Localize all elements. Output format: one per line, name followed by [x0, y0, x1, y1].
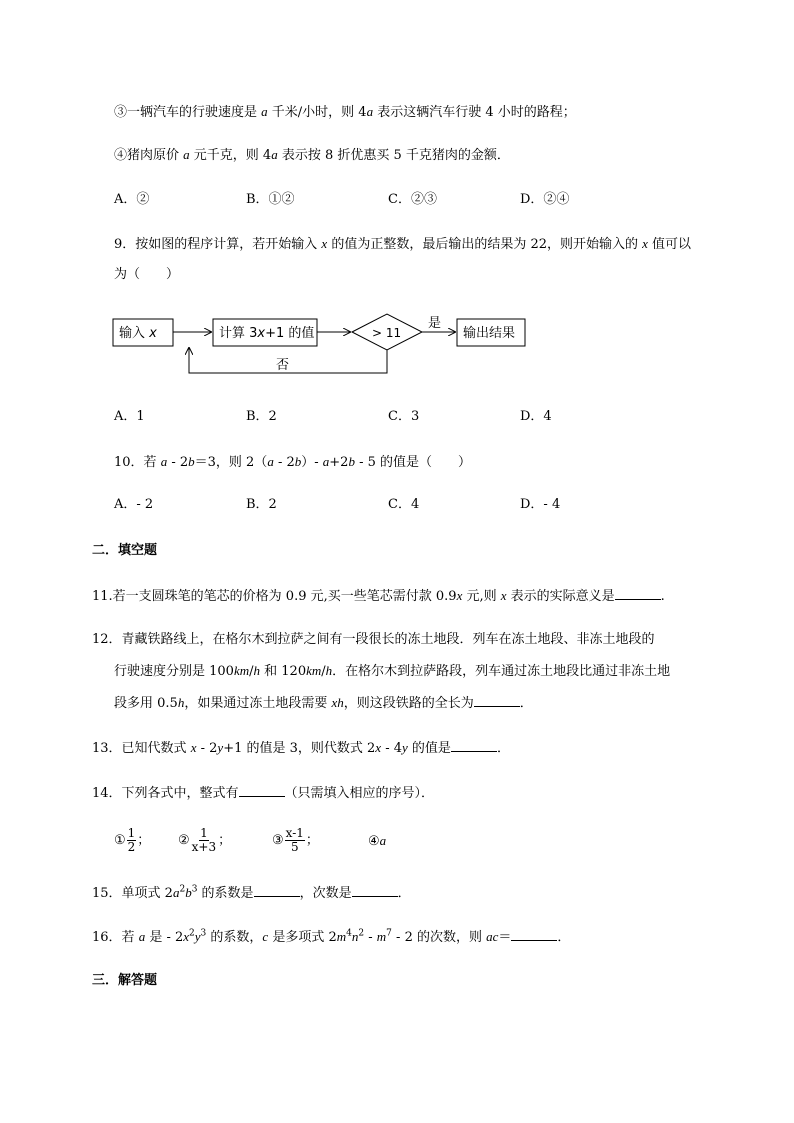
q10-option-c[interactable]: C．4 — [388, 497, 420, 512]
section-answer-heading: 三．解答题 — [92, 973, 158, 988]
q9-option-b[interactable]: B．2 — [246, 409, 277, 424]
q12-stem-line3: 段多用 0.5h，如果通过冻土地段需要 xh，则这段铁路的全长为 ． — [114, 695, 533, 711]
q14-item-4: ④a — [368, 833, 387, 849]
q11-stem: 11.若一支圆珠笔的笔芯的价格为 0.9 元,买一些笔芯需付款 0.9x 元,则 x 表示的实际意义是 . — [92, 588, 665, 604]
q8-option-c[interactable]: C．②③ — [388, 192, 437, 207]
q14-item-3: ③ $\frac{x-1}{5}$ ； — [272, 826, 319, 854]
q10-option-d[interactable]: D．- 4 — [520, 497, 561, 512]
q8-option-a[interactable]: A．② — [114, 192, 150, 207]
flow-yes-label: 是 — [428, 316, 442, 331]
q16-answer-blank[interactable] — [511, 928, 557, 941]
flow-input-label: 输入 x — [119, 326, 157, 341]
q9-flowchart — [0, 305, 794, 395]
q9-stem-line1: 9．按如图的程序计算，若开始输入 x 的值为正整数，最后输出的结果为 22，则开始输入的 x 值可以 — [114, 236, 692, 252]
q15-answer-blank-1[interactable] — [254, 884, 300, 897]
q14-item-2: ② $\frac{1}{x+3}$ ； — [178, 826, 232, 854]
q8-item-4-text: ④猪肉原价 a 元千克，则 4a 表示按 8 折优惠买 5 千克猪肉的金额． — [114, 147, 510, 163]
flow-no-label: 否 — [276, 358, 290, 373]
q8-item-4 — [114, 147, 510, 164]
q11-answer-blank[interactable] — [615, 587, 661, 600]
q12-stem-line1: 12．青藏铁路线上，在格尔木到拉萨之间有一段很长的冻土地段．列车在冻土地段、非冻土地段的 — [92, 632, 655, 647]
q12-answer-blank[interactable] — [474, 694, 520, 707]
q8-item-3 — [114, 104, 576, 121]
q10-option-b[interactable]: B．2 — [246, 497, 277, 512]
q12-stem-line2: 行驶速度分别是 100km/h 和 120km/h．在格尔木到拉萨路段，列车通过冻土地段比通过非冻土地 — [114, 663, 671, 679]
q15-stem: 15．单项式 $2a^2b^3$ 的系数是 ，次数是 ． — [92, 884, 411, 901]
q14-answer-blank[interactable] — [239, 784, 285, 797]
flow-condition-label: > 11 — [372, 326, 402, 340]
q9-stem-line2: 为（ ） — [114, 267, 180, 282]
q13-stem: 13．已知代数式 x - 2y+1 的值是 3，则代数式 2x - 4y 的值是 ． — [92, 740, 510, 756]
q8-option-b[interactable]: B．①② — [246, 192, 295, 207]
q14-item-1: ① $\frac{1}{2}$ ； — [114, 826, 151, 854]
q9-option-a[interactable]: A．1 — [114, 409, 145, 424]
flow-output-label: 输出结果 — [463, 326, 516, 341]
q10-stem: 10．若 a - 2b＝3，则 2（a - 2b）- a+2b - 5 的值是（ ） — [114, 454, 472, 470]
q9-option-d[interactable]: D．4 — [520, 409, 552, 424]
q14-stem: 14．下列各式中，整式有 （只需填入相应的序号）． — [92, 786, 435, 801]
flow-compute-label: 计算 3x+1 的值 — [219, 326, 315, 341]
q8-option-d[interactable]: D．②④ — [520, 192, 570, 207]
q16-stem: 16．若 a 是 - $2x^2y^3$ 的系数，c 是多项式 $2m^4n^2 - m^7 - 2$ 的次数，则 ac＝ ． — [92, 928, 571, 945]
q10-option-a[interactable]: A．- 2 — [114, 497, 154, 512]
q13-answer-blank[interactable] — [451, 739, 497, 752]
q15-answer-blank-2[interactable] — [352, 884, 398, 897]
q9-option-c[interactable]: C．3 — [388, 409, 420, 424]
section-fill-blank-heading: 二．填空题 — [92, 543, 158, 558]
q8-item-3-text: ③一辆汽车的行驶速度是 a 千米/小时，则 4a 表示这辆汽车行驶 4 小时的路程； — [114, 104, 576, 120]
